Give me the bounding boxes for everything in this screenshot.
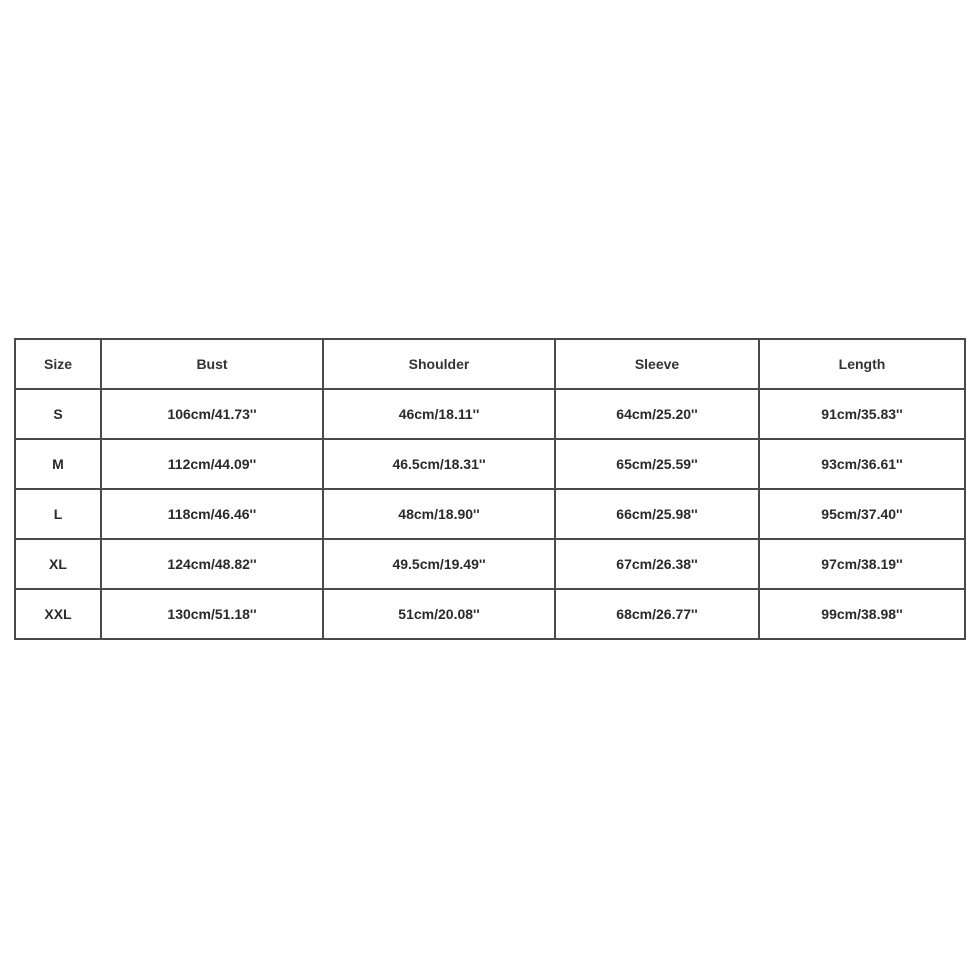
header-sleeve: Sleeve: [555, 339, 759, 389]
cell-sleeve: 65cm/25.59'': [555, 439, 759, 489]
cell-length: 91cm/35.83'': [759, 389, 965, 439]
cell-size: L: [15, 489, 101, 539]
cell-shoulder: 51cm/20.08'': [323, 589, 555, 639]
cell-length: 95cm/37.40'': [759, 489, 965, 539]
cell-bust: 106cm/41.73'': [101, 389, 323, 439]
cell-size: S: [15, 389, 101, 439]
header-bust: Bust: [101, 339, 323, 389]
cell-sleeve: 64cm/25.20'': [555, 389, 759, 439]
cell-length: 93cm/36.61'': [759, 439, 965, 489]
header-length: Length: [759, 339, 965, 389]
cell-sleeve: 68cm/26.77'': [555, 589, 759, 639]
table-row: [15, 489, 965, 539]
cell-shoulder: 48cm/18.90'': [323, 489, 555, 539]
cell-bust: 130cm/51.18'': [101, 589, 323, 639]
cell-size: M: [15, 439, 101, 489]
cell-size: XXL: [15, 589, 101, 639]
table-row: [15, 589, 965, 639]
table-header-row: [15, 339, 965, 389]
cell-bust: 124cm/48.82'': [101, 539, 323, 589]
table-row: [15, 439, 965, 489]
cell-shoulder: 46cm/18.11'': [323, 389, 555, 439]
size-chart-table: [14, 338, 966, 640]
header-shoulder: Shoulder: [323, 339, 555, 389]
cell-sleeve: 67cm/26.38'': [555, 539, 759, 589]
cell-length: 97cm/38.19'': [759, 539, 965, 589]
table-row: [15, 389, 965, 439]
cell-length: 99cm/38.98'': [759, 589, 965, 639]
table-row: [15, 539, 965, 589]
cell-bust: 118cm/46.46'': [101, 489, 323, 539]
cell-bust: 112cm/44.09'': [101, 439, 323, 489]
header-size: Size: [15, 339, 101, 389]
cell-size: XL: [15, 539, 101, 589]
cell-sleeve: 66cm/25.98'': [555, 489, 759, 539]
cell-shoulder: 46.5cm/18.31'': [323, 439, 555, 489]
cell-shoulder: 49.5cm/19.49'': [323, 539, 555, 589]
